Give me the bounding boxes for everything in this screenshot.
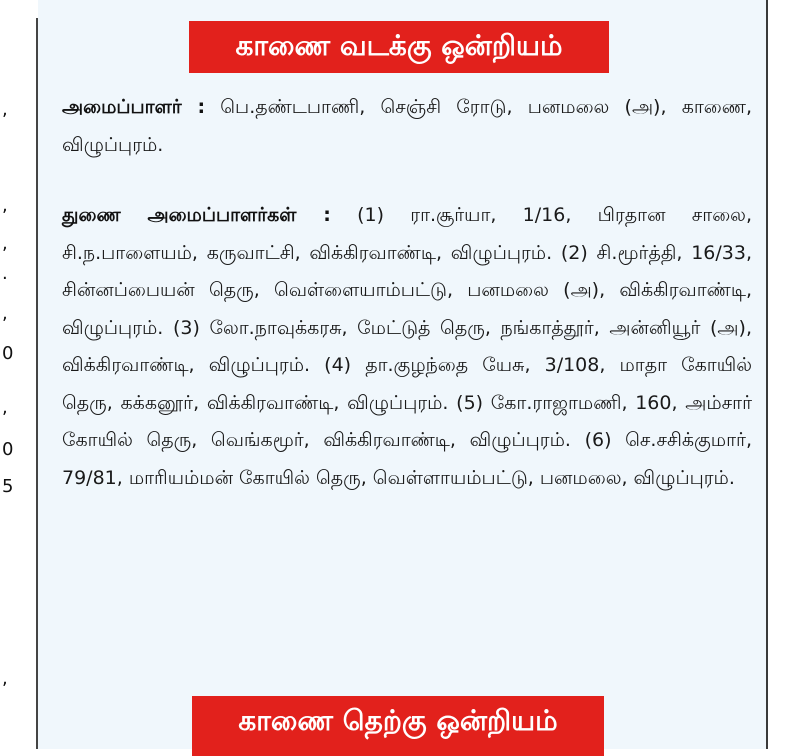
- left-column-char: 0: [2, 439, 14, 460]
- section-heading-box: [189, 21, 609, 73]
- deputy-organizers-list: (1) ரா.சூர்யா, 1/16, பிரதான சாலை, சி.ந.பாளையம், கருவாட்சி, விக்கிரவாண்டி, விழுப்புரம். (2) சி.மூர்த்தி, 16/33, சின்னப்பையன் தெரு, வெள்ளையாம்பட்டு, பனமலை (அ), விக்கிரவாண்டி, விழுப்புரம். (3) லோ.நாவுக்கரசு, மேட்டுத் தெரு, நங்காத்தூர், அன்னியூர் (அ), விக்கிரவாண்டி, விழுப்புரம். (4) தா.குழந்தை யேசு, 3/108, மாதா கோயில் தெரு, கக்கனூர், விக்கிரவாண்டி, விழுப்புரம். (5) கோ.ராஜாமணி, 160, அம்சார் கோயில் தெரு, வெங்கமூர், விக்கிரவாண்டி, விழுப்புரம். (6) செ.சசிக்குமார், 79/81, மாரியம்மன் கோயில் தெரு, வெள்ளாயம்பட்டு, பனமலை, விழுப்புரம்.: [62, 204, 752, 489]
- left-column-char: ,: [2, 99, 8, 120]
- section-heading: காணை வடக்கு ஒன்றியம்: [235, 28, 563, 62]
- left-column-char: ,: [2, 303, 8, 324]
- left-column-char: ,: [2, 668, 8, 689]
- left-column-char: ,: [2, 397, 8, 418]
- left-column-char: 5: [2, 476, 14, 497]
- left-column-char: .: [2, 263, 8, 284]
- next-section-heading: காணை தெற்கு ஒன்றியம்: [238, 704, 558, 737]
- organizer-paragraph: [62, 89, 752, 164]
- left-column-char: ,: [2, 195, 8, 216]
- left-column-char: 0: [2, 343, 14, 364]
- organizer-details: பெ.தண்டபாணி, செஞ்சி ரோடு, பனமலை (அ), காணை, விழுப்புரம்.: [62, 96, 752, 156]
- adjacent-column-fragment: [0, 0, 36, 749]
- next-section-heading-box: [192, 696, 604, 756]
- left-column-char: ,: [2, 233, 8, 254]
- organizer-label: அமைப்பாளர் :: [62, 96, 206, 118]
- deputy-organizers-label: துணை அமைப்பாளர்கள் :: [62, 204, 331, 226]
- page-margin-right: [768, 0, 800, 749]
- deputy-organizers-paragraph: [62, 197, 752, 497]
